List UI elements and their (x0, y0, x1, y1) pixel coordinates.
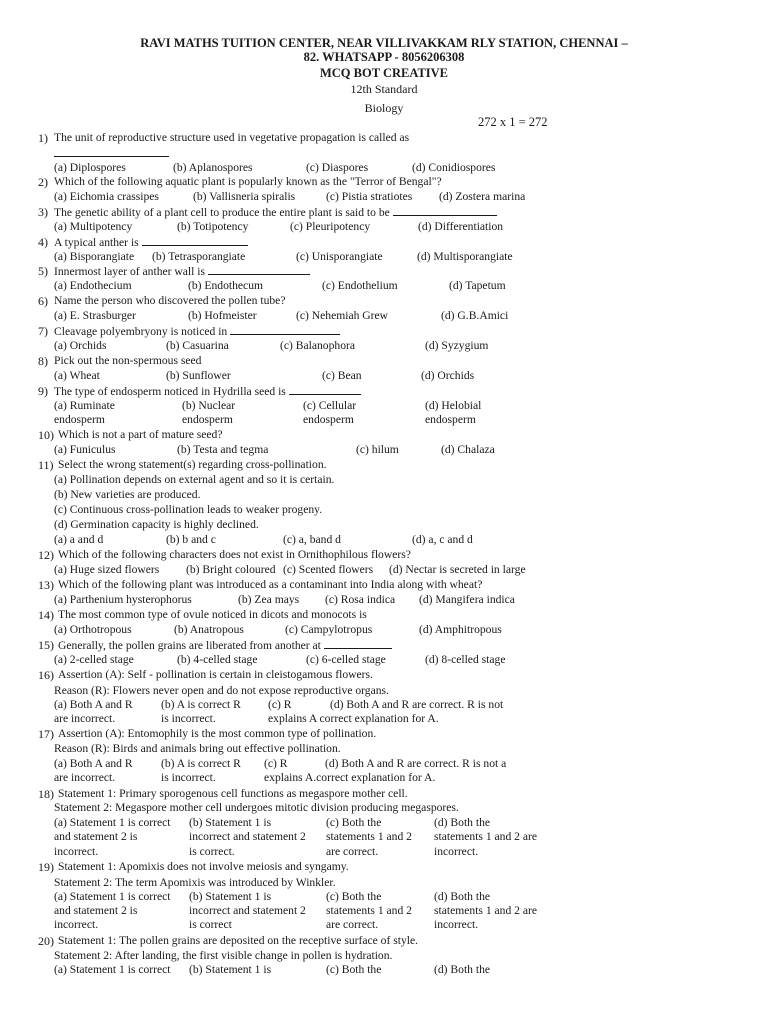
option-b: (b) Testa and tegma (177, 443, 269, 456)
option-a-cont: endosperm (54, 413, 105, 426)
option-b: (b) Vallisneria spiralis (193, 190, 296, 203)
question-number: 4) (38, 235, 48, 249)
option-b: (b) Anatropous (174, 623, 244, 636)
question-number: 15) (38, 638, 54, 652)
option-cd-cont: explains A correct explanation for A. (268, 712, 439, 725)
option-c: (c) Endothelium (322, 279, 398, 292)
option-b-cont: is correct (189, 918, 232, 931)
option-a: (a) Ruminate (54, 399, 115, 412)
option-d-cont: statements 1 and 2 are (434, 904, 538, 917)
statement: (b) New varieties are produced. (54, 488, 201, 501)
option-a-cont: are incorrect. (54, 771, 116, 784)
option-b: (b) Tetrasporangiate (152, 250, 246, 263)
option-d: (d) Helobial (425, 399, 482, 412)
reason: Reason (R): Flowers never open and do not expose reproductive organs. (54, 684, 389, 697)
option-c: (c) Cellular (303, 399, 357, 412)
question-text: The type of endosperm noticed in Hydrilla seed is (54, 384, 361, 398)
statement-2: Statement 2: After landing, the first visible change in pollen is hydration. (54, 949, 393, 962)
question-text: Assertion (A): Entomophily is the most common type of pollination. (58, 727, 377, 740)
option-d: (d) Chalaza (441, 443, 495, 456)
option-c: (c) Pleuripotency (290, 220, 371, 233)
option-d: (d) Syzygium (425, 339, 489, 352)
question-text: Select the wrong statement(s) regarding cross-pollination. (58, 458, 327, 471)
option-a: (a) Both A and R (54, 757, 133, 770)
option-b: (b) Totipotency (177, 220, 249, 233)
option-a-cont: and statement 2 is (54, 904, 138, 917)
question-text: Statement 1: The pollen grains are deposited on the receptive surface of style. (58, 934, 419, 947)
option-c: (c) R (264, 757, 288, 770)
question-number: 9) (38, 384, 48, 398)
reason: Reason (R): Birds and animals bring out effective pollination. (54, 742, 341, 755)
option-c: (c) a, band d (283, 533, 341, 546)
option-a: (a) Endothecium (54, 279, 132, 292)
question-number: 6) (38, 294, 48, 308)
question-number: 20) (38, 934, 54, 948)
institute-name: RAVI MATHS TUITION CENTER, NEAR VILLIVAKKAM RLY STATION, CHENNAI – (140, 36, 628, 50)
option-a: (a) Bisporangiate (54, 250, 135, 263)
standard-label: 12th Standard (350, 82, 418, 96)
statement: (c) Continuous cross-pollination leads to weaker progeny. (54, 503, 323, 516)
question-text: Assertion (A): Self - pollination is certain in cleistogamous flowers. (58, 668, 373, 681)
question-number: 1) (38, 131, 48, 145)
statement: (a) Pollination depends on external agent and so it is certain. (54, 473, 335, 486)
question-number: 19) (38, 860, 54, 874)
option-c: (c) Balanophora (280, 339, 356, 352)
option-b-cont: is correct. (189, 845, 235, 858)
option-b: (b) Statement 1 is (189, 816, 272, 829)
option-b: (b) A is correct R (161, 757, 241, 770)
option-b: (b) Zea mays (238, 593, 300, 606)
question-text: Cleavage polyembryony is noticed in (54, 324, 340, 338)
question-number: 5) (38, 264, 48, 278)
question-number: 12) (38, 548, 54, 562)
option-cd-cont: explains A.correct explanation for A. (264, 771, 436, 784)
option-d-cont: incorrect. (434, 918, 479, 931)
option-a: (a) Both A and R (54, 698, 133, 711)
question-number: 8) (38, 354, 48, 368)
option-c: (c) Pistia stratiotes (326, 190, 413, 203)
option-d: (d) Both the (434, 890, 491, 903)
option-b: (b) Hofmeister (188, 309, 257, 322)
paper-title: MCQ BOT CREATIVE (319, 66, 449, 80)
option-b-cont: is incorrect. (161, 712, 216, 725)
option-b: (b) Aplanospores (173, 161, 253, 174)
option-c: (c) Bean (322, 369, 362, 382)
option-a-cont: are incorrect. (54, 712, 116, 725)
option-d: (d) Zostera marina (439, 190, 526, 203)
option-d: (d) Conidiospores (412, 161, 496, 174)
option-c-cont: statements 1 and 2 (326, 830, 412, 843)
statement-2: Statement 2: The term Apomixis was introduced by Winkler. (54, 876, 336, 889)
option-a: (a) Parthenium hysterophorus (54, 593, 192, 606)
question-number: 11) (38, 458, 54, 472)
question-number: 17) (38, 727, 54, 741)
option-b-cont: is incorrect. (161, 771, 216, 784)
question-number: 13) (38, 578, 54, 592)
option-d: (d) Mangifera indica (419, 593, 515, 606)
option-c: (c) Nehemiah Grew (296, 309, 389, 322)
option-b: (b) Statement 1 is (189, 890, 272, 903)
option-b: (b) b and c (166, 533, 216, 546)
question-text: Which is not a part of mature seed? (58, 428, 223, 441)
option-d: (d) Both the (434, 963, 491, 976)
question-text: Statement 1: Apomixis does not involve meiosis and syngamy. (58, 860, 349, 873)
option-a: (a) Statement 1 is correct (54, 890, 171, 903)
option-d-cont: endosperm (425, 413, 476, 426)
question-number: 7) (38, 324, 48, 338)
option-d: (d) Amphitropous (419, 623, 502, 636)
question-number: 14) (38, 608, 54, 622)
option-a: (a) Multipotency (54, 220, 133, 233)
whatsapp-contact: 82. WHATSAPP - 8056206308 (303, 50, 465, 64)
option-d: (d) Orchids (421, 369, 475, 382)
option-a: (a) E. Strasburger (54, 309, 136, 322)
option-b-cont: incorrect and statement 2 (189, 830, 306, 843)
question-text: Statement 1: Primary sporogenous cell functions as megaspore mother cell. (58, 787, 408, 800)
option-a: (a) Huge sized flowers (54, 563, 160, 576)
marks-summary: 272 x 1 = 272 (478, 115, 548, 129)
subject-label: Biology (364, 101, 404, 115)
option-c-cont: endosperm (303, 413, 354, 426)
option-a: (a) Statement 1 is correct (54, 963, 171, 976)
option-b: (b) Statement 1 is (189, 963, 272, 976)
option-a: (a) Funiculus (54, 443, 116, 456)
option-b: (b) Sunflower (166, 369, 231, 382)
option-d: (d) Both A and R are correct. R is not a (325, 757, 507, 770)
answer-blank (54, 146, 169, 160)
option-d-cont: statements 1 and 2 are (434, 830, 538, 843)
option-b: (b) 4-celled stage (177, 653, 258, 666)
question-text: Innermost layer of anther wall is (54, 264, 310, 278)
option-b: (b) Endothecum (188, 279, 264, 292)
question-text: The genetic ability of a plant cell to produce the entire plant is said to be (54, 205, 497, 219)
question-number: 3) (38, 205, 48, 219)
option-a: (a) Statement 1 is correct (54, 816, 171, 829)
option-d: (d) a, c and d (412, 533, 473, 546)
option-c-cont: are correct. (326, 845, 379, 858)
option-b-cont: endosperm (182, 413, 233, 426)
question-text: Which of the following plant was introduced as a contaminant into India along with wheat? (58, 578, 483, 591)
option-c: (c) Scented flowers (283, 563, 374, 576)
option-a-cont: incorrect. (54, 918, 99, 931)
option-c: (c) Both the (326, 816, 382, 829)
question-number: 2) (38, 175, 48, 189)
option-b: (b) A is correct R (161, 698, 241, 711)
question-text: The most common type of ovule noticed in dicots and monocots is (58, 608, 367, 621)
question-text: Pick out the non-spermous seed (54, 354, 202, 367)
option-c-cont: statements 1 and 2 (326, 904, 412, 917)
statement-2: Statement 2: Megaspore mother cell undergoes mitotic division producing megaspores. (54, 801, 459, 814)
option-d: (d) Differentiation (418, 220, 504, 233)
option-d: (d) G.B.Amici (441, 309, 509, 322)
question-text: Which of the following aquatic plant is popularly known as the "Terror of Bengal"? (54, 175, 442, 188)
option-b: (b) Nuclear (182, 399, 236, 412)
question-text: Which of the following characters does not exist in Ornithophilous flowers? (58, 548, 411, 561)
option-c: (c) Both the (326, 963, 382, 976)
question-text: Name the person who discovered the pollen tube? (54, 294, 286, 307)
option-a: (a) 2-celled stage (54, 653, 134, 666)
option-d: (d) Multisporangiate (417, 250, 513, 263)
question-number: 10) (38, 428, 54, 442)
statement: (d) Germination capacity is highly declined. (54, 518, 259, 531)
option-a: (a) Orchids (54, 339, 107, 352)
option-d: (d) Tapetum (449, 279, 506, 292)
option-a: (a) Eichomia crassipes (54, 190, 159, 203)
option-d: (d) Nectar is secreted in large (389, 563, 526, 576)
option-d: (d) Both the (434, 816, 491, 829)
option-d: (d) Both A and R are correct. R is not (330, 698, 504, 711)
option-b: (b) Bright coloured (186, 563, 276, 576)
option-d: (d) 8-celled stage (425, 653, 506, 666)
option-c: (c) Diaspores (306, 161, 369, 174)
option-c: (c) Both the (326, 890, 382, 903)
option-a-cont: incorrect. (54, 845, 99, 858)
option-a: (a) a and d (54, 533, 104, 546)
option-c-cont: are correct. (326, 918, 379, 931)
option-a: (a) Orthotropous (54, 623, 132, 636)
question-text: Generally, the pollen grains are liberated from another at (58, 638, 392, 652)
option-d-cont: incorrect. (434, 845, 479, 858)
option-b: (b) Casuarina (166, 339, 229, 352)
option-a: (a) Diplospores (54, 161, 126, 174)
option-c: (c) 6-celled stage (306, 653, 386, 666)
question-number: 16) (38, 668, 54, 682)
option-b-cont: incorrect and statement 2 (189, 904, 306, 917)
option-a: (a) Wheat (54, 369, 100, 382)
option-c: (c) Rosa indica (325, 593, 396, 606)
option-a-cont: and statement 2 is (54, 830, 138, 843)
question-number: 18) (38, 787, 54, 801)
option-c: (c) R (268, 698, 292, 711)
question-text: The unit of reproductive structure used in vegetative propagation is called as (54, 131, 410, 144)
option-c: (c) hilum (356, 443, 399, 456)
option-c: (c) Unisporangiate (296, 250, 383, 263)
option-c: (c) Campylotropus (285, 623, 373, 636)
question-text: A typical anther is (54, 235, 248, 249)
